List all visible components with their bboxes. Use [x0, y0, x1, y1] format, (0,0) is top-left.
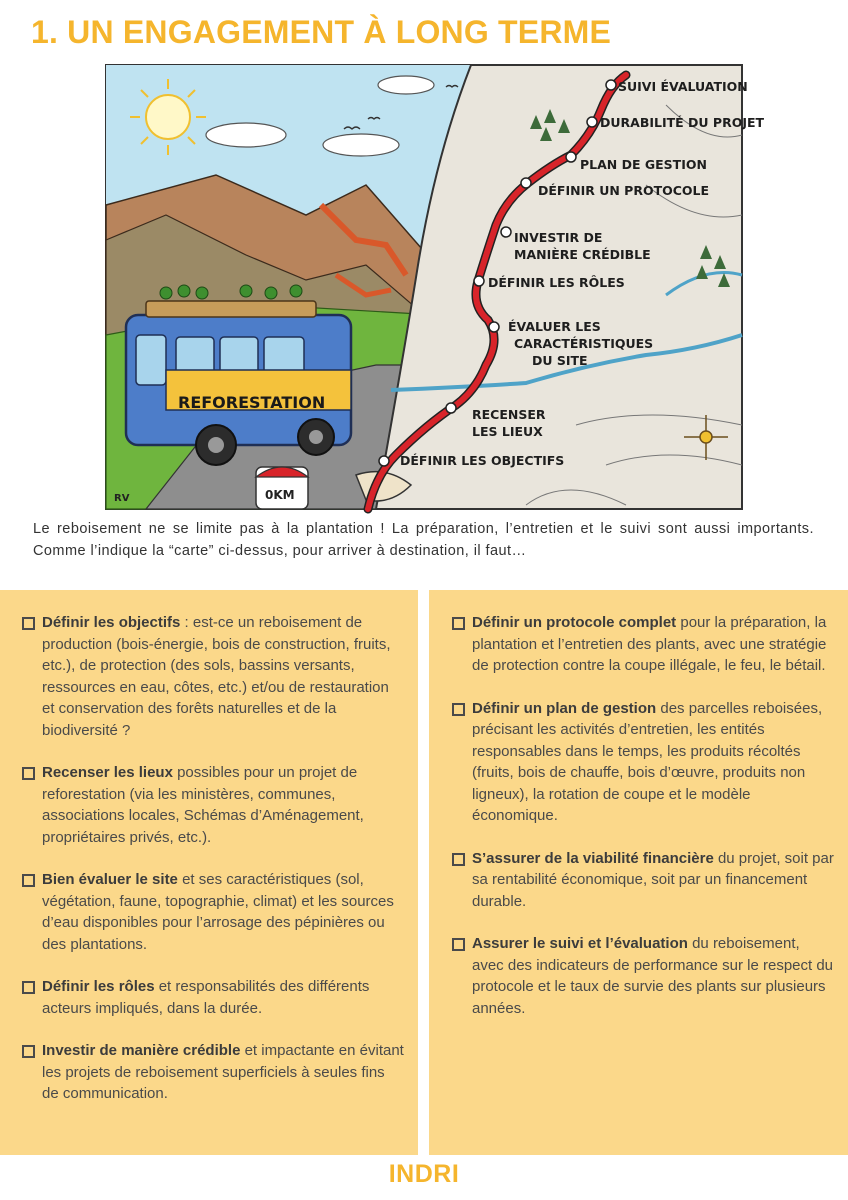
- map-step-label: DURABILITÉ DU PROJET: [600, 115, 765, 130]
- checkbox-icon[interactable]: [452, 617, 465, 630]
- map-step-label: SUIVI ÉVALUATION: [618, 79, 748, 94]
- reforestation-roadmap-illustration: [105, 64, 765, 510]
- step-text: : est-ce un reboisement de production (bois-énergie, bois de construction, fruits, etc.), de protection (des sols, bassins versants, ressources en eau, côtes, etc.) et/ou de restauration et conservation des forêts naturelles et de la biodiversité ?: [42, 614, 391, 739]
- milestone-label: 0KM: [265, 488, 295, 502]
- step-item-objectives: [22, 612, 404, 741]
- artist-signature: RV: [114, 493, 130, 504]
- step-text: pour la préparation, la plantation et l’entretien des plants, avec une stratégie de protection contre la coupe illégale, le feu, le bétail.: [472, 614, 827, 674]
- step-item-invest: [22, 1040, 404, 1105]
- step-text: des parcelles reboisées, précisant les activités d’entretien, les entités responsables dans le temps, les produits récoltés (fruits, bois de chauffe, bois d’œuvre, produits non ligneux), la rotation de coupe et le modèle économique.: [472, 699, 823, 824]
- step-text: et ses caractéristiques (sol, végétation, faune, topographie, climat) et les sources d’eau disponibles pour l’arrosage des pépinières ou des plantations.: [42, 871, 394, 953]
- map-step-label: MANIÈRE CRÉDIBLE: [514, 247, 651, 262]
- step-item-locations: [22, 762, 404, 848]
- map-step-label: DU SITE: [532, 353, 588, 368]
- checkbox-icon[interactable]: [22, 617, 35, 630]
- page-title: 1. UN ENGAGEMENT À LONG TERME: [31, 14, 612, 50]
- map-step-label: INVESTIR DE: [514, 230, 603, 245]
- map-step-label: PLAN DE GESTION: [580, 157, 707, 172]
- step-title: Définir un protocole complet: [472, 614, 677, 631]
- step-item-monitoring: [452, 933, 834, 1019]
- step-text: et responsabilités des différents acteurs impliqués, dans la durée.: [42, 978, 370, 1017]
- map-step-label: CARACTÉRISTIQUES: [514, 336, 654, 351]
- map-step-label: LES LIEUX: [472, 424, 543, 439]
- map-step-label: ÉVALUER LES: [508, 319, 601, 334]
- right-steps-panel: [429, 590, 848, 1155]
- step-title: Définir les rôles: [42, 978, 155, 995]
- step-title: Définir un plan de gestion: [472, 699, 657, 717]
- step-item-protocol: [452, 612, 834, 677]
- step-item-site-evaluation: [22, 869, 404, 955]
- checkbox-icon[interactable]: [452, 853, 465, 866]
- footer-brand: INDRI: [388, 1160, 460, 1188]
- step-item-roles: [22, 976, 404, 1019]
- step-item-management-plan: [452, 698, 834, 827]
- checkbox-icon[interactable]: [22, 874, 35, 887]
- milestone-marker: [256, 467, 308, 509]
- step-title: S’assurer de la viabilité financière: [472, 849, 714, 867]
- step-title: Définir les objectifs: [42, 614, 181, 631]
- checkbox-icon[interactable]: [22, 1045, 35, 1058]
- step-text: possibles pour un projet de reforestation (via les ministères, communes, associations locales, Schémas d’Aménagement, propriétaires privés, etc.).: [42, 764, 364, 846]
- checkbox-icon[interactable]: [22, 981, 35, 994]
- checkbox-icon[interactable]: [452, 703, 465, 716]
- checkbox-icon[interactable]: [452, 938, 465, 951]
- step-text: du reboisement, avec des indicateurs de performance sur le respect du protocole et le taux de survie des plants sur plusieurs années.: [472, 935, 834, 1017]
- map-step-label: RECENSER: [472, 407, 546, 422]
- map-step-label: DÉFINIR LES OBJECTIFS: [400, 453, 565, 468]
- step-text: et impactante en évitant les projets de reboisement superficiels à seules fins de communication.: [42, 1042, 404, 1102]
- left-steps-panel: [0, 590, 418, 1155]
- checkbox-icon[interactable]: [22, 767, 35, 780]
- step-item-financial-viability: [452, 848, 834, 913]
- step-title: Assurer le suivi et l’évaluation: [472, 935, 688, 952]
- intro-paragraph: Le reboisement ne se limite pas à la plantation ! La préparation, l’entretien et le suivi sont aussi importants. Comme l’indique la “carte” ci-dessus, pour arriver à destination, il faut…: [33, 521, 814, 559]
- step-title: Investir de manière crédible: [42, 1042, 241, 1059]
- illustration-svg: [106, 65, 765, 509]
- step-title: Bien évaluer le site: [42, 871, 178, 888]
- step-text: du projet, soit par sa rentabilité économique, soit par un financement durable.: [472, 849, 834, 910]
- step-title: Recenser les lieux: [42, 764, 173, 781]
- map-step-label: DÉFINIR UN PROTOCOLE: [538, 183, 710, 198]
- map-step-label: DÉFINIR LES RÔLES: [488, 275, 625, 290]
- bus-sign: REFORESTATION: [178, 393, 326, 412]
